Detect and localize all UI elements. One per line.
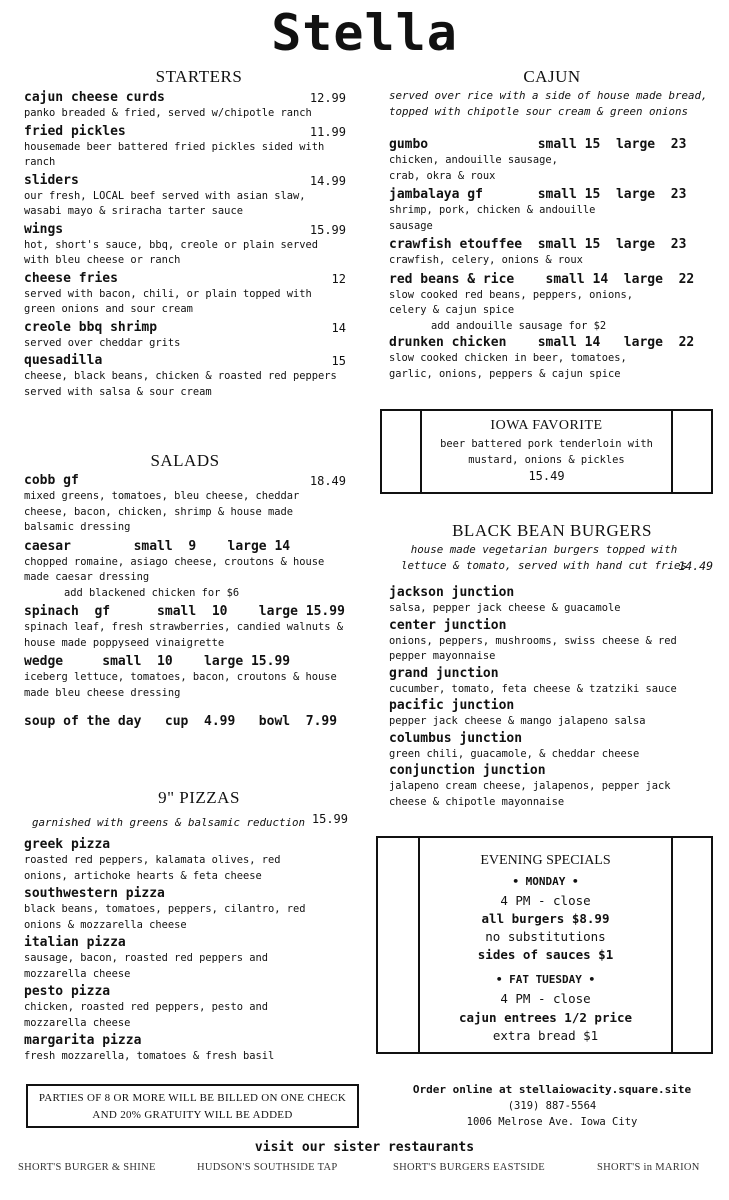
item-price: 15.99 [309,222,346,237]
item-price: 12 [331,271,346,286]
item-description: pepper jack cheese & mango jalapeno salsa [389,715,646,727]
item-name-sizes: caesar small 9 large 14 [24,538,291,554]
menu-item [389,271,715,335]
item-description: green chili, guacamole, & cheddar cheese [389,747,640,760]
item-name: southwestern pizza [24,886,165,901]
item-description: hot, short's sauce, bbq, creole or plain served with bleu cheese or ranch [24,238,319,266]
menu-item [24,320,346,352]
specials-monday-deal: all burgers $8.99 [481,911,610,926]
page-title: Stella [271,4,458,62]
item-description: spinach leaf, fresh strawberries, candied walnuts & house made poppyseed vinaigrette [24,621,344,649]
menu-item [24,886,324,933]
item-name: cajun cheese curds [24,90,165,105]
item-name-sizes: crawfish etouffee small 15 large 23 [389,237,687,252]
item-description: jalapeno cream cheese, jalapenos, pepper jack cheese & chipotle mayonnaise [389,780,671,808]
cajun-subtitle: served over rice with a side of house made bread, topped with chipotle sour cream & green onions [389,89,708,118]
item-description: our fresh, LOCAL beef served with asian slaw, wasabi mayo & sriracha tarter sauce [24,189,306,217]
cajun-heading: CAJUN [523,67,581,86]
sister-heading: visit our sister restaurants [254,1140,475,1155]
menu-item [24,173,346,220]
item-name-sizes: jambalaya gf small 15 large 23 [389,187,687,202]
sister-restaurant: SHORT'S BURGERS EASTSIDE [393,1162,545,1173]
menu-item [24,90,346,122]
phone-number: (319) 887-5564 [507,1100,597,1112]
specials-monday-time: 4 PM - close [500,893,591,908]
item-price: 14.99 [309,173,346,188]
specials-monday-note: no substitutions [485,929,606,944]
item-name: columbus junction [389,730,523,746]
item-description: cheese, black beans, chicken & roasted red peppers served with salsa & sour cream [24,370,337,398]
item-description: sausage, bacon, roasted red peppers and mozzarella cheese [24,952,268,980]
item-addon: add blackened chicken for $6 [64,586,240,599]
menu-item [389,136,715,184]
menu-item [24,473,346,536]
address: 1006 Melrose Ave. Iowa City [466,1116,638,1128]
item-price: 15 [331,354,346,368]
item-description: shrimp, pork, chicken & andouille sausage [389,204,596,232]
iowa-favorite-heading: IOWA FAVORITE [490,418,603,433]
item-name: quesadilla [24,353,103,368]
salads-list [24,473,346,730]
specials-heading: EVENING SPECIALS [480,853,611,868]
item-name: pacific junction [389,698,515,713]
item-description: salsa, pepper jack cheese & guacamole [389,602,621,614]
pizzas-list [24,837,324,1065]
item-description: panko breaded & fried, served w/chipotle ranch [24,107,312,119]
item-price: 12.99 [309,91,346,105]
burgers-subtitle-row [389,542,719,574]
specials-monday-sides: sides of sauces $1 [477,947,614,962]
menu-item [389,618,689,665]
item-addon: add andouille sausage for $2 [431,319,607,332]
parties-note: PARTIES OF 8 OR MORE WILL BE BILLED ON ONE CHECK AND 20% GRATUITY WILL BE ADDED [26,1084,359,1128]
item-name: cheese fries [24,270,118,286]
cajun-list [389,136,715,382]
item-description: chicken, andouille sausage, crab, okra & roux [389,154,558,182]
menu-item [389,666,689,698]
item-description: slow cooked chicken in beer, tomatoes, garlic, onions, peppers & cajun spice [389,352,627,380]
item-description: slow cooked red beans, peppers, onions, celery & cajun spice [389,288,633,316]
soup-of-the-day: soup of the day cup 4.99 bowl 7.99 [24,714,338,729]
item-name: sliders [24,172,79,188]
starters-heading: STARTERS [155,67,243,86]
item-name: grand junction [389,665,499,681]
item-name-sizes: red beans & rice small 14 large 22 [389,271,695,287]
item-description: iceberg lettuce, tomatoes, bacon, croutons & house made bleu cheese dressing [24,671,337,699]
pizzas-subtitle-row [24,811,346,831]
menu-item [24,837,324,884]
item-name: creole bbq shrimp [24,319,158,335]
item-description: black beans, tomatoes, peppers, cilantro, red onions & mozzarella cheese [24,903,306,931]
menu-item [24,984,324,1031]
iowa-favorite-description: beer battered pork tenderloin with mustard, onions & pickles [440,438,653,466]
item-name: fried pickles [24,123,126,139]
iowa-favorite-box [380,409,713,494]
menu-item [24,353,346,400]
menu-item [24,271,346,318]
item-description: roasted red peppers, kalamata olives, red onions, artichoke hearts & feta cheese [24,854,281,882]
menu-item [24,538,346,602]
item-name: conjunction junction [389,763,546,778]
item-name: center junction [389,617,507,633]
item-description: housemade beer battered fried pickles sided with ranch [24,140,325,168]
menu-item [389,186,715,234]
item-name: italian pizza [24,935,126,950]
menu-item [389,731,689,763]
iowa-favorite-price: 15.49 [528,469,565,483]
menu-item [24,603,346,651]
item-name: wings [24,221,64,237]
menu-item [24,653,346,701]
item-name-sizes: drunken chicken small 14 large 22 [389,335,695,350]
menu-item [24,1033,324,1065]
menu-item [389,334,715,382]
burgers-heading: BLACK BEAN BURGERS [452,521,652,540]
menu-item [24,124,346,171]
item-description: crawfish, celery, onions & roux [389,254,583,266]
sister-restaurant: SHORT'S in MARION [597,1162,700,1173]
item-description: onions, peppers, mushrooms, swiss cheese & red pepper mayonnaise [389,634,677,662]
item-name: greek pizza [24,837,111,852]
item-name-sizes: spinach gf small 10 large 15.99 [24,604,345,619]
evening-specials-box [376,836,713,1054]
menu-item [389,236,715,269]
pizzas-price: 15.99 [311,812,348,826]
item-price: 14 [331,320,346,335]
specials-tuesday-bread: extra bread $1 [492,1028,599,1043]
specials-tuesday: • FAT TUESDAY • [495,973,596,986]
sister-restaurant: SHORT'S BURGER & SHINE [18,1162,156,1173]
item-price: 11.99 [309,124,346,139]
item-description: chicken, roasted red peppers, pesto and mozzarella cheese [24,1001,268,1029]
order-online: Order online at stellaiowacity.square.site [412,1083,692,1096]
burgers-subtitle: house made vegetarian burgers topped with lettuce & tomato, served with hand cut fries [400,543,687,572]
menu-item [389,698,689,730]
burgers-price: 14.49 [678,559,713,573]
item-description: mixed greens, tomatoes, bleu cheese, cheddar cheese, bacon, chicken, shrimp & house made balsamic dressing [24,490,300,533]
specials-tuesday-time: 4 PM - close [500,991,591,1006]
item-name: jackson junction [389,585,515,600]
item-name-sizes: gumbo small 15 large 23 [389,137,687,152]
item-name: cobb gf [24,473,79,488]
item-description: chopped romaine, asiago cheese, croutons & house made caesar dressing [24,555,325,583]
starters-list [24,90,346,400]
specials-monday: • MONDAY • [512,875,579,888]
item-description: served with bacon, chili, or plain topped with green onions and sour cream [24,287,312,315]
menu-item [389,763,689,810]
item-name: pesto pizza [24,984,111,999]
item-price: 18.49 [309,474,346,488]
burgers-list [389,585,689,810]
item-description: cucumber, tomato, feta cheese & tzatziki sauce [389,682,677,695]
specials-tuesday-deal: cajun entrees 1/2 price [458,1010,633,1025]
sister-restaurant: HUDSON'S SOUTHSIDE TAP [197,1162,338,1173]
menu-item [389,585,689,617]
salads-heading: SALADS [150,451,220,470]
item-description: fresh mozzarella, tomatoes & fresh basil [24,1050,275,1062]
pizzas-heading: 9" PIZZAS [158,788,240,807]
item-name: margarita pizza [24,1033,142,1048]
pizzas-subtitle: garnished with greens & balsamic reduction [32,816,306,829]
item-name-sizes: wedge small 10 large 15.99 [24,654,291,669]
menu-item [24,222,346,269]
menu-item [24,935,324,982]
item-description: served over cheddar grits [24,336,181,349]
